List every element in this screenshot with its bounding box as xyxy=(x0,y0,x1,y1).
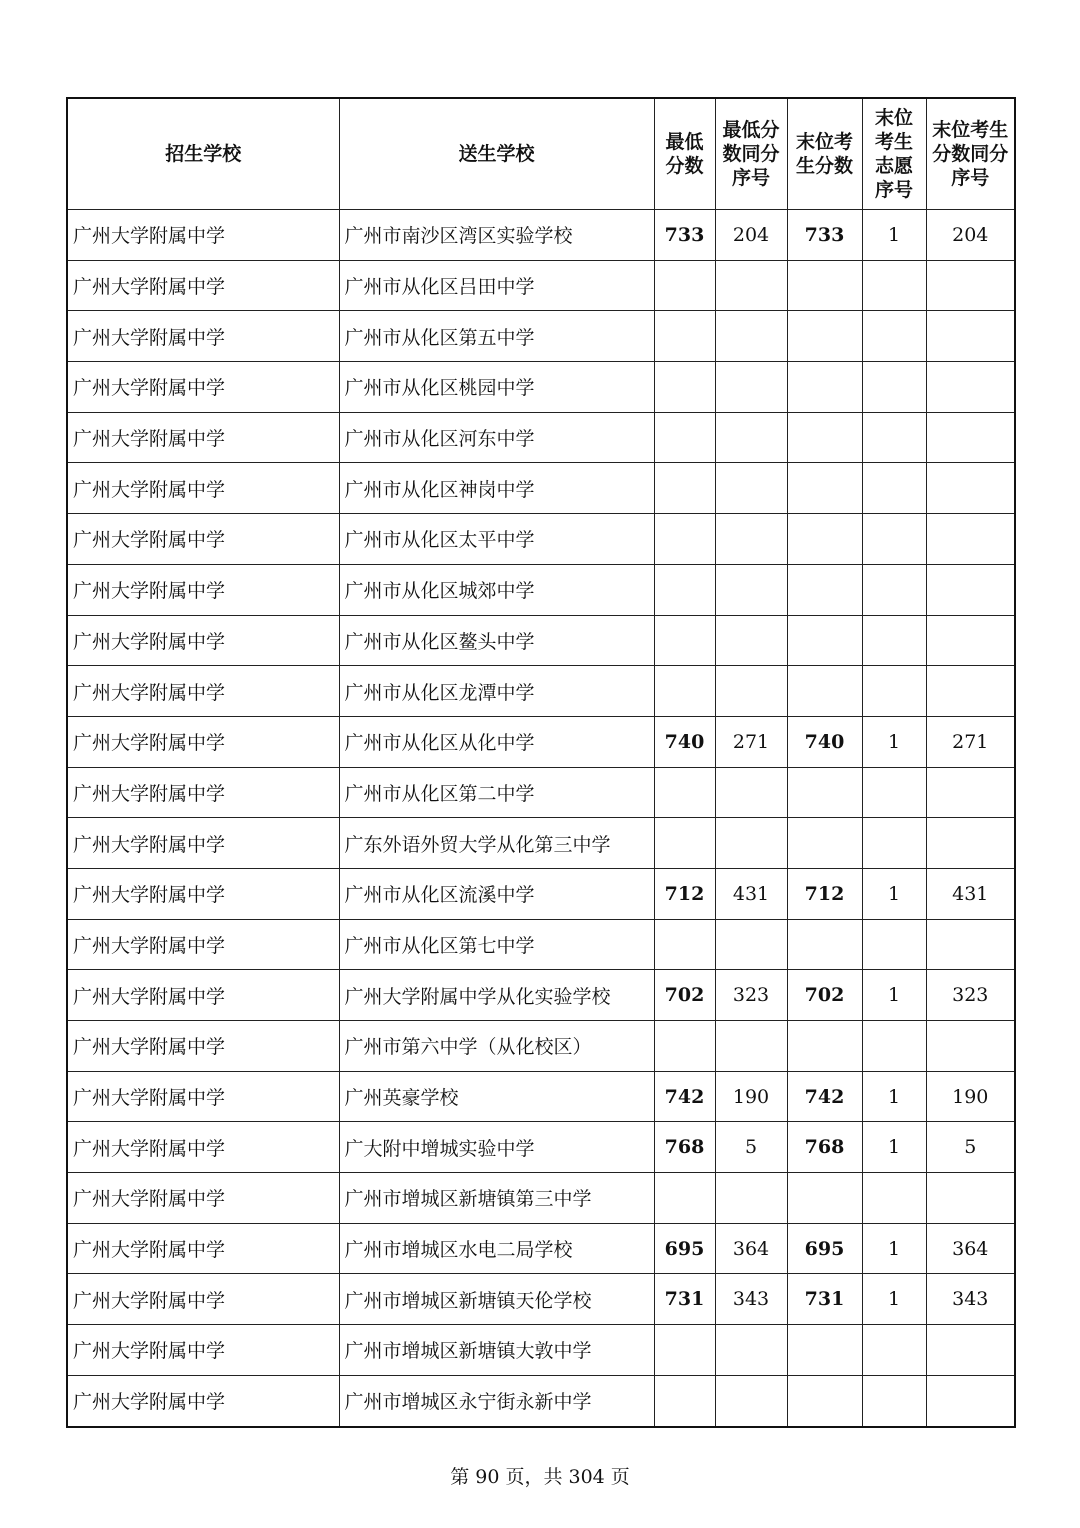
header-line: 志愿 xyxy=(874,155,913,177)
cell-last-same-rank xyxy=(926,1021,1015,1072)
cell-last-same-rank xyxy=(926,615,1015,666)
cell-enroll-school: 广州大学附属中学 xyxy=(67,463,339,514)
cell-send-school: 广州市从化区鳌头中学 xyxy=(339,615,654,666)
cell-send-school: 广州市增城区新塘镇大敦中学 xyxy=(339,1325,654,1376)
cell-min-score: 712 xyxy=(654,868,715,919)
cell-last-wish-rank xyxy=(862,362,926,413)
cell-last-score: 702 xyxy=(787,970,862,1021)
cell-enroll-school: 广州大学附属中学 xyxy=(67,1021,339,1072)
cell-last-score xyxy=(787,564,862,615)
cell-enroll-school: 广州大学附属中学 xyxy=(67,362,339,413)
header-line: 末位考生 xyxy=(932,119,1009,141)
cell-last-same-rank: 364 xyxy=(926,1223,1015,1274)
cell-min-score: 740 xyxy=(654,716,715,767)
cell-min-score xyxy=(654,362,715,413)
cell-min-score xyxy=(654,412,715,463)
cell-last-score xyxy=(787,362,862,413)
header-line: 数同分 xyxy=(722,143,780,165)
cell-min-score: 742 xyxy=(654,1071,715,1122)
cell-last-wish-rank xyxy=(862,919,926,970)
cell-last-wish-rank xyxy=(862,412,926,463)
cell-last-same-rank xyxy=(926,362,1015,413)
table-row xyxy=(67,463,1015,514)
cell-enroll-school: 广州大学附属中学 xyxy=(67,1223,339,1274)
cell-min-score xyxy=(654,615,715,666)
table-row xyxy=(67,1021,1015,1072)
cell-last-same-rank: 204 xyxy=(926,210,1015,261)
table-header xyxy=(67,98,1015,210)
table-row xyxy=(67,1325,1015,1376)
cell-last-score: 768 xyxy=(787,1122,862,1173)
cell-enroll-school: 广州大学附属中学 xyxy=(67,260,339,311)
cell-min-score xyxy=(654,1325,715,1376)
cell-last-same-rank: 190 xyxy=(926,1071,1015,1122)
cell-last-wish-rank xyxy=(862,1173,926,1224)
header-last-same-rank xyxy=(926,98,1015,210)
cell-send-school: 广东外语外贸大学从化第三中学 xyxy=(339,818,654,869)
cell-enroll-school: 广州大学附属中学 xyxy=(67,615,339,666)
table-row xyxy=(67,514,1015,565)
header-enroll-school: 招生学校 xyxy=(67,98,339,210)
cell-last-wish-rank xyxy=(862,463,926,514)
table-row xyxy=(67,615,1015,666)
cell-enroll-school: 广州大学附属中学 xyxy=(67,767,339,818)
cell-min-score-rank xyxy=(715,818,787,869)
cell-send-school: 广州市从化区太平中学 xyxy=(339,514,654,565)
cell-last-wish-rank xyxy=(862,260,926,311)
header-min-score-rank xyxy=(715,98,787,210)
cell-last-score: 731 xyxy=(787,1274,862,1325)
table-row xyxy=(67,767,1015,818)
cell-last-wish-rank xyxy=(862,818,926,869)
header-line: 分数同分 xyxy=(932,143,1009,165)
cell-last-same-rank xyxy=(926,1173,1015,1224)
cell-enroll-school: 广州大学附属中学 xyxy=(67,514,339,565)
cell-min-score-rank: 204 xyxy=(715,210,787,261)
header-last-score xyxy=(787,98,862,210)
cell-min-score-rank: 343 xyxy=(715,1274,787,1325)
cell-last-same-rank: 431 xyxy=(926,868,1015,919)
cell-send-school: 广州大学附属中学从化实验学校 xyxy=(339,970,654,1021)
header-line: 分数 xyxy=(665,155,704,177)
header-line: 序号 xyxy=(951,167,990,189)
cell-send-school: 广州市从化区从化中学 xyxy=(339,716,654,767)
cell-min-score-rank: 364 xyxy=(715,1223,787,1274)
header-send-school: 送生学校 xyxy=(339,98,654,210)
cell-send-school: 广州英豪学校 xyxy=(339,1071,654,1122)
cell-last-wish-rank: 1 xyxy=(862,716,926,767)
cell-min-score xyxy=(654,514,715,565)
cell-min-score xyxy=(654,463,715,514)
table-row xyxy=(67,666,1015,717)
cell-last-same-rank xyxy=(926,818,1015,869)
cell-last-score xyxy=(787,1173,862,1224)
cell-last-wish-rank xyxy=(862,1021,926,1072)
cell-send-school: 广州市从化区桃园中学 xyxy=(339,362,654,413)
cell-last-score: 740 xyxy=(787,716,862,767)
cell-last-score xyxy=(787,311,862,362)
cell-min-score: 695 xyxy=(654,1223,715,1274)
cell-last-wish-rank xyxy=(862,666,926,717)
cell-min-score-rank xyxy=(715,615,787,666)
cell-last-score xyxy=(787,412,862,463)
cell-min-score-rank: 323 xyxy=(715,970,787,1021)
header-line: 最低分 xyxy=(722,119,780,141)
cell-min-score xyxy=(654,1021,715,1072)
cell-send-school: 广大附中增城实验中学 xyxy=(339,1122,654,1173)
cell-last-wish-rank: 1 xyxy=(862,1223,926,1274)
cell-last-wish-rank: 1 xyxy=(862,868,926,919)
cell-min-score xyxy=(654,564,715,615)
cell-last-score xyxy=(787,514,862,565)
cell-last-score: 733 xyxy=(787,210,862,261)
cell-enroll-school: 广州大学附属中学 xyxy=(67,716,339,767)
cell-min-score-rank xyxy=(715,412,787,463)
table-row xyxy=(67,970,1015,1021)
cell-min-score-rank xyxy=(715,463,787,514)
cell-min-score-rank xyxy=(715,919,787,970)
cell-send-school: 广州市南沙区湾区实验学校 xyxy=(339,210,654,261)
cell-enroll-school: 广州大学附属中学 xyxy=(67,412,339,463)
table-row xyxy=(67,716,1015,767)
cell-min-score xyxy=(654,666,715,717)
cell-last-score xyxy=(787,818,862,869)
cell-enroll-school: 广州大学附属中学 xyxy=(67,1071,339,1122)
table-row xyxy=(67,818,1015,869)
cell-last-score xyxy=(787,666,862,717)
cell-last-wish-rank xyxy=(862,1325,926,1376)
cell-last-wish-rank xyxy=(862,767,926,818)
cell-last-score xyxy=(787,919,862,970)
cell-last-same-rank xyxy=(926,564,1015,615)
cell-send-school: 广州市从化区吕田中学 xyxy=(339,260,654,311)
header-line: 最低 xyxy=(665,131,704,153)
cell-min-score xyxy=(654,919,715,970)
table-row xyxy=(67,1071,1015,1122)
cell-last-score xyxy=(787,1325,862,1376)
cell-last-wish-rank xyxy=(862,564,926,615)
cell-send-school: 广州市从化区第二中学 xyxy=(339,767,654,818)
cell-min-score-rank xyxy=(715,260,787,311)
cell-min-score xyxy=(654,1375,715,1426)
header-line: 生分数 xyxy=(795,155,853,177)
cell-min-score xyxy=(654,260,715,311)
page-number: 第 90 页，共 304 页 xyxy=(450,1466,630,1488)
table-body xyxy=(67,210,1015,1427)
cell-last-same-rank xyxy=(926,767,1015,818)
cell-last-score xyxy=(787,1375,862,1426)
cell-enroll-school: 广州大学附属中学 xyxy=(67,564,339,615)
cell-last-same-rank xyxy=(926,919,1015,970)
header-line: 末位 xyxy=(874,107,913,129)
cell-min-score xyxy=(654,818,715,869)
cell-last-score: 742 xyxy=(787,1071,862,1122)
cell-last-wish-rank xyxy=(862,1375,926,1426)
cell-enroll-school: 广州大学附属中学 xyxy=(67,970,339,1021)
cell-send-school: 广州市第六中学（从化校区） xyxy=(339,1021,654,1072)
cell-last-same-rank xyxy=(926,666,1015,717)
cell-enroll-school: 广州大学附属中学 xyxy=(67,1325,339,1376)
header-last-wish-rank xyxy=(862,98,926,210)
cell-last-same-rank: 343 xyxy=(926,1274,1015,1325)
table-row xyxy=(67,1223,1015,1274)
cell-last-same-rank xyxy=(926,412,1015,463)
cell-min-score-rank: 271 xyxy=(715,716,787,767)
table-row xyxy=(67,1173,1015,1224)
cell-last-score xyxy=(787,463,862,514)
cell-last-same-rank: 323 xyxy=(926,970,1015,1021)
cell-min-score-rank xyxy=(715,1021,787,1072)
table-row xyxy=(67,362,1015,413)
cell-send-school: 广州市从化区龙潭中学 xyxy=(339,666,654,717)
table-row xyxy=(67,564,1015,615)
cell-min-score-rank xyxy=(715,666,787,717)
cell-send-school: 广州市增城区永宁街永新中学 xyxy=(339,1375,654,1426)
cell-last-same-rank xyxy=(926,311,1015,362)
cell-enroll-school: 广州大学附属中学 xyxy=(67,666,339,717)
cell-enroll-school: 广州大学附属中学 xyxy=(67,1122,339,1173)
table-row xyxy=(67,210,1015,261)
cell-enroll-school: 广州大学附属中学 xyxy=(67,210,339,261)
cell-last-same-rank xyxy=(926,1375,1015,1426)
cell-last-score: 695 xyxy=(787,1223,862,1274)
cell-last-same-rank: 271 xyxy=(926,716,1015,767)
cell-min-score: 733 xyxy=(654,210,715,261)
cell-last-same-rank xyxy=(926,463,1015,514)
cell-send-school: 广州市从化区城郊中学 xyxy=(339,564,654,615)
cell-last-same-rank xyxy=(926,260,1015,311)
header-line: 序号 xyxy=(874,179,913,201)
cell-enroll-school: 广州大学附属中学 xyxy=(67,818,339,869)
cell-enroll-school: 广州大学附属中学 xyxy=(67,1375,339,1426)
header-line: 考生 xyxy=(874,131,913,153)
cell-send-school: 广州市从化区神岗中学 xyxy=(339,463,654,514)
table-row xyxy=(67,311,1015,362)
table-row xyxy=(67,1375,1015,1426)
cell-min-score xyxy=(654,767,715,818)
cell-last-same-rank: 5 xyxy=(926,1122,1015,1173)
cell-last-wish-rank xyxy=(862,311,926,362)
cell-last-score xyxy=(787,1021,862,1072)
cell-min-score-rank: 431 xyxy=(715,868,787,919)
table-row xyxy=(67,1274,1015,1325)
cell-min-score-rank xyxy=(715,1173,787,1224)
cell-last-wish-rank xyxy=(862,615,926,666)
cell-min-score-rank xyxy=(715,514,787,565)
cell-last-wish-rank: 1 xyxy=(862,1071,926,1122)
cell-last-wish-rank: 1 xyxy=(862,210,926,261)
table-row xyxy=(67,412,1015,463)
cell-min-score xyxy=(654,1173,715,1224)
cell-send-school: 广州市从化区流溪中学 xyxy=(339,868,654,919)
cell-last-wish-rank: 1 xyxy=(862,1122,926,1173)
cell-enroll-school: 广州大学附属中学 xyxy=(67,919,339,970)
cell-enroll-school: 广州大学附属中学 xyxy=(67,1274,339,1325)
cell-min-score-rank xyxy=(715,311,787,362)
table-row xyxy=(67,868,1015,919)
cell-enroll-school: 广州大学附属中学 xyxy=(67,1173,339,1224)
table-row xyxy=(67,1122,1015,1173)
header-min-score xyxy=(654,98,715,210)
cell-min-score-rank xyxy=(715,767,787,818)
cell-enroll-school: 广州大学附属中学 xyxy=(67,868,339,919)
cell-last-wish-rank: 1 xyxy=(862,1274,926,1325)
cell-last-same-rank xyxy=(926,514,1015,565)
cell-last-score xyxy=(787,260,862,311)
cell-send-school: 广州市从化区第七中学 xyxy=(339,919,654,970)
cell-send-school: 广州市增城区新塘镇第三中学 xyxy=(339,1173,654,1224)
cell-min-score-rank xyxy=(715,1325,787,1376)
cell-min-score: 702 xyxy=(654,970,715,1021)
cell-min-score-rank: 5 xyxy=(715,1122,787,1173)
cell-send-school: 广州市从化区河东中学 xyxy=(339,412,654,463)
admission-score-table xyxy=(66,97,1016,1428)
cell-last-score xyxy=(787,615,862,666)
cell-last-wish-rank xyxy=(862,514,926,565)
cell-send-school: 广州市增城区新塘镇天伦学校 xyxy=(339,1274,654,1325)
cell-min-score-rank xyxy=(715,362,787,413)
cell-min-score-rank: 190 xyxy=(715,1071,787,1122)
cell-min-score: 768 xyxy=(654,1122,715,1173)
cell-send-school: 广州市从化区第五中学 xyxy=(339,311,654,362)
cell-send-school: 广州市增城区水电二局学校 xyxy=(339,1223,654,1274)
cell-enroll-school: 广州大学附属中学 xyxy=(67,311,339,362)
cell-min-score: 731 xyxy=(654,1274,715,1325)
cell-last-score xyxy=(787,767,862,818)
cell-min-score xyxy=(654,311,715,362)
table-row xyxy=(67,260,1015,311)
cell-last-score: 712 xyxy=(787,868,862,919)
header-line: 末位考 xyxy=(795,131,853,153)
cell-min-score-rank xyxy=(715,564,787,615)
cell-last-wish-rank: 1 xyxy=(862,970,926,1021)
cell-min-score-rank xyxy=(715,1375,787,1426)
header-row xyxy=(67,98,1015,210)
header-line: 序号 xyxy=(731,167,770,189)
cell-last-same-rank xyxy=(926,1325,1015,1376)
table-row xyxy=(67,919,1015,970)
